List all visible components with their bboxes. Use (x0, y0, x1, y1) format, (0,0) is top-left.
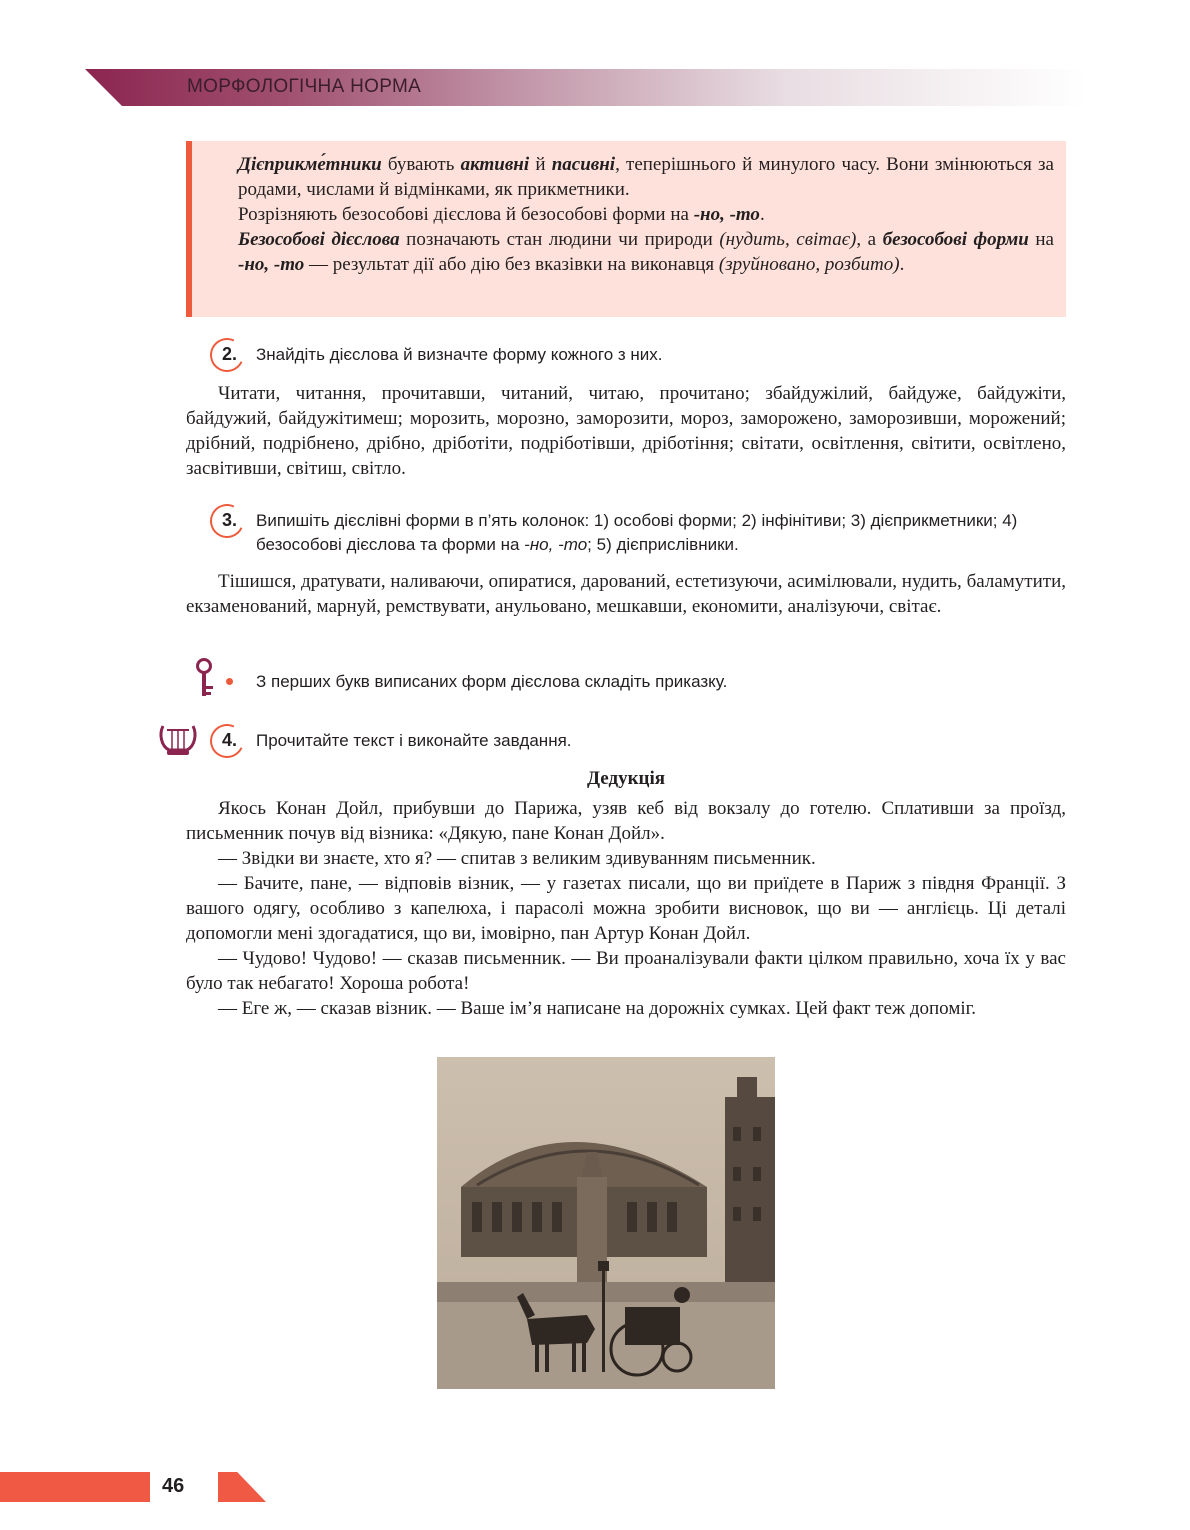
term-suffix: -но, -то (238, 254, 305, 275)
chapter-title: МОРФОЛОГІЧНА НОРМА (187, 76, 422, 97)
rule-text: — результат дії або дію без вказівки на виконавця (304, 254, 719, 275)
instruction-text: Випишіть дієслівні форми в п’ять колонок: 1) особові форми; 2) інфінітиви; 3) дієприкметники; 4) безособові дієслова та форми на (256, 511, 1018, 554)
rule-text: , теперішнього й минулого часу. Вони змінюються за родами, числами й відмінками, як прикметники. (238, 154, 1054, 200)
rule-text: , а (856, 229, 883, 250)
task-instruction: Знайдіть дієслова й визначте форму кожного з них. (256, 345, 663, 364)
task-number: 2. (222, 344, 238, 364)
task-2-header (210, 338, 663, 374)
rule-paragraph-3 (238, 227, 1054, 277)
task-3-header (210, 504, 1070, 557)
rule-text: позначають стан людини чи природи (399, 229, 720, 250)
task-instruction (256, 504, 1068, 557)
story-text (186, 796, 1066, 1021)
footer-bar (0, 1472, 150, 1502)
key-icon (192, 658, 216, 705)
story-paragraph: — Бачите, пане, — відповів візник, — у газетах писали, що ви приїдете в Париж з півдня Франції. З вашого одягу, особливо з капелюха, і парасолі можна зробити висновок, що ви — англієць. Ці деталі допомогли мені здогадатися, що ви, імовірно, пан Артур Конан Дойл. (186, 873, 1066, 944)
task-2-text (186, 381, 1066, 481)
rule-text: бувають (381, 154, 461, 175)
task-instruction: Прочитайте текст і виконайте завдання. (256, 731, 572, 750)
story-photo (437, 1057, 775, 1389)
rule-example: (зруйновано, розбито) (718, 254, 900, 275)
story-paragraph: — Еге ж, — сказав візник. — Ваше ім’я написане на дорожніх сумках. Цей факт теж допоміг. (218, 998, 977, 1019)
rule-paragraph-1 (238, 152, 1054, 202)
task-number: 3. (222, 510, 238, 530)
story-paragraph: Якось Конан Дойл, прибувши до Парижа, узяв кеб від вокзалу до готелю. Сплативши за проїзд, письменник почув від візника: «Дякую, пане Конан Дойл». (186, 798, 1066, 844)
task-exercise-text: Читати, читання, прочитавши, читаний, читаю, прочитано; збайдужілий, байдуже, байдужіти, байдужий, байдужітимеш; морозить, морозно, заморозити, мороз, заморожено, заморозивши, морожений; дрібний, подрібнено, дрібно, дріботіти, подріботівши, дріботіння; світати, освітлення, світити, освітлено, засвітивши, світиш, світло. (186, 383, 1066, 479)
instruction-suffix: -но, -то (524, 535, 588, 554)
instruction-text: ; 5) дієприслівники. (587, 535, 739, 554)
rule-example: (нудить, світає) (719, 229, 857, 250)
term-participles: Дієприкме́тники (238, 154, 382, 175)
key-task-text: З перших букв виписаних форм дієслова складіть приказку. (256, 672, 728, 691)
rule-text: Розрізняють безособові дієслова й безособові форми на (238, 204, 694, 225)
task-number-badge (210, 504, 250, 540)
task-number-badge (210, 338, 250, 374)
term-impersonal-forms: безособові форми (882, 229, 1029, 250)
footer-arrow (218, 1472, 266, 1502)
rule-text: на (1028, 229, 1054, 250)
task-4-header (210, 724, 572, 760)
task-number-badge (210, 724, 250, 760)
term-passive: пасивні (551, 154, 616, 175)
chapter-header (85, 69, 1085, 106)
rule-paragraph-2 (238, 202, 1054, 227)
task-number: 4. (222, 730, 238, 750)
story-paragraph: — Звідки ви знаєте, хто я? — спитав з великим здивуванням письменник. (218, 848, 816, 869)
task-3-text (186, 569, 1066, 619)
term-suffix: -но, -то (693, 204, 760, 225)
rule-box (186, 141, 1066, 317)
page-number: 46 (162, 1475, 185, 1497)
term-active: активні (460, 154, 530, 175)
bullet-icon (226, 678, 233, 685)
lyre-icon (157, 720, 199, 765)
story-title: Дедукція (586, 768, 666, 789)
task-exercise-text: Тішишся, дратувати, наливаючи, опиратися, дарований, естетизуючи, асимілювали, нудить, баламутити, екзаменований, марнуй, ремствувати, анульовано, мешкавши, економити, аналізуючи, світає. (186, 571, 1066, 617)
rule-text: . (899, 254, 905, 275)
term-impersonal-verbs: Безособові дієслова (238, 229, 400, 250)
rule-text: . (759, 204, 765, 225)
rule-text: й (529, 154, 552, 175)
story-paragraph: — Чудово! Чудово! — сказав письменник. — Ви проаналізували факти цілком правильно, хоча їх у вас було так небагато! Хороша робота! (186, 948, 1066, 994)
